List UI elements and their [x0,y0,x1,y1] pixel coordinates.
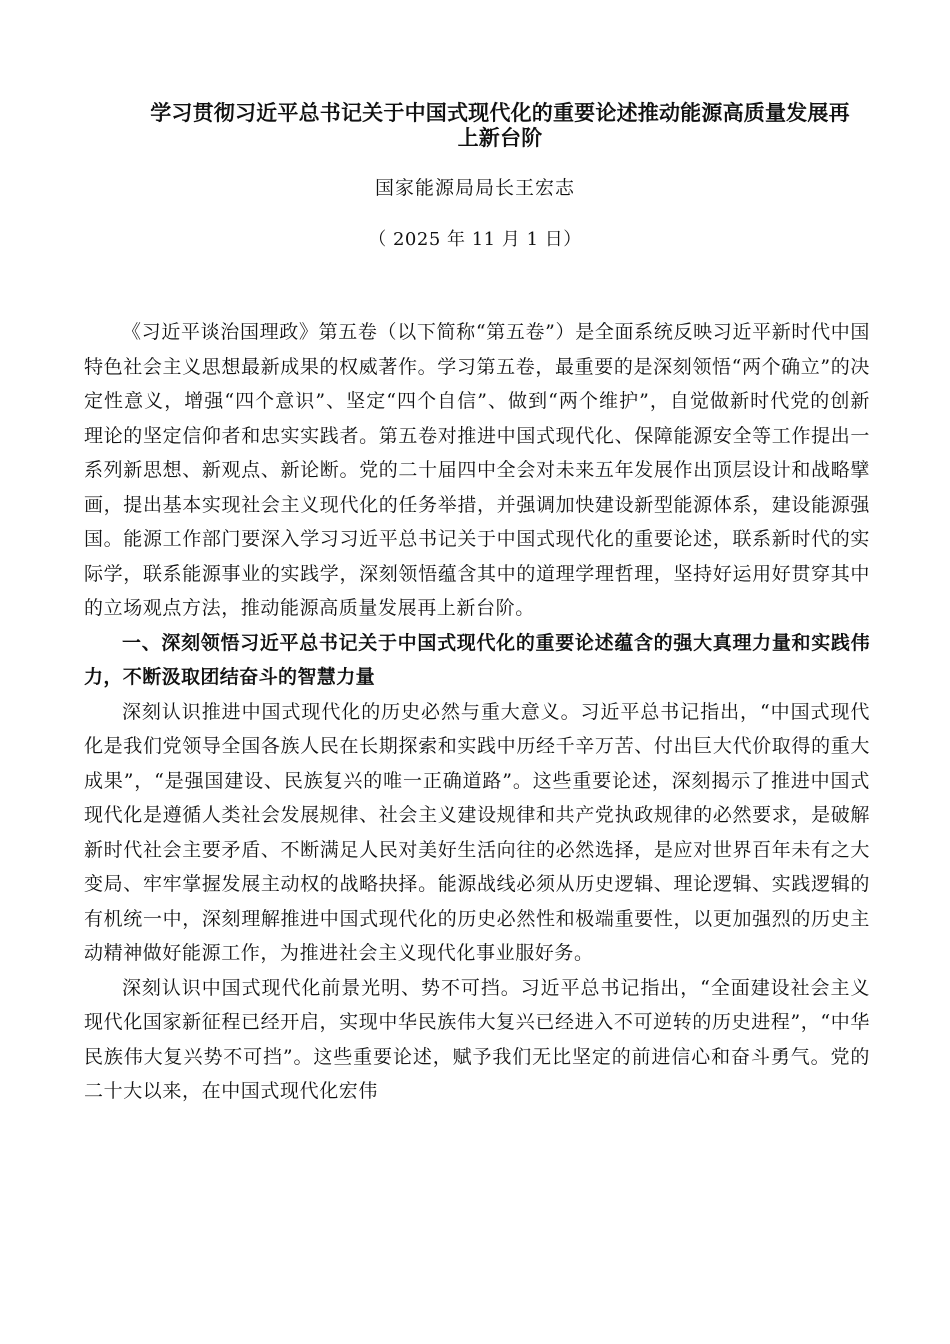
section-heading: 一、深刻领悟习近平总书记关于中国式现代化的重要论述蕴含的强大真理力量和实践伟力，不断汲取团结奋斗的智慧力量 [84,631,870,688]
document-title: 学习贯彻习近平总书记关于中国式现代化的重要论述推动能源高质量发展再上新台阶 [150,100,850,150]
body-paragraph: 深刻认识推进中国式现代化的历史必然与重大意义。习近平总书记指出，“中国式现代化是我们党领导全国各族人民在长期探索和实践中历经千辛万苦、付出巨大代价取得的重大成果”，“是强国建设、民族复兴的唯一正确道路”。这些重要论述，深刻揭示了推进中国式现代化是遵循人类社会发展规律、社会主义建设规律和共产党执政规律的必然要求，是破解新时代社会主要矛盾、不断满足人民对美好生活向往的必然选择，是应对世界百年未有之大变局、牢牢掌握发展主动权的战略抉择。能源战线必须从历史逻辑、理论逻辑、实践逻辑的有机统一中，深刻理解推进中国式现代化的历史必然性和极端重要性，以更加强烈的历史主动精神做好能源工作，为推进社会主义现代化事业服好务。 [84,700,870,964]
intro-paragraph: 《习近平谈治国理政》第五卷（以下简称“第五卷”）是全面系统反映习近平新时代中国特色社会主义思想最新成果的权威著作。学习第五卷，最重要的是深刻领悟“两个确立”的决定性意义，增强“四个意识”、坚定“四个自信”、做到“两个维护”，自觉做新时代党的创新理论的坚定信仰者和忠实实践者。第五卷对推进中国式现代化、保障能源安全等工作提出一系列新思想、新观点、新论断。党的二十届四中全会对未来五年发展作出顶层设计和战略擘画，提出基本实现社会主义现代化的任务举措，并强调加快建设新型能源体系，建设能源强国。能源工作部门要深入学习习近平总书记关于中国式现代化的重要论述，联系新时代的实际学，联系能源事业的实践学，深刻领悟蕴含其中的道理学理哲理，坚持好运用好贯穿其中的立场观点方法，推动能源高质量发展再上新台阶。 [84,321,870,619]
body-paragraph: 深刻认识中国式现代化前景光明、势不可挡。习近平总书记指出，“全面建设社会主义现代化国家新征程已经开启，实现中华民族伟大复兴已经进入不可逆转的历史进程”，“中华民族伟大复兴势不可挡”。这些重要论述，赋予我们无比坚定的前进信心和奋斗勇气。党的二十大以来，在中国式现代化宏伟 [84,976,870,1102]
document-date: （ 2025 年 11 月 1 日） [368,229,582,250]
document-body [84,315,870,1109]
document-author: 国家能源局局长王宏志 [374,177,575,199]
